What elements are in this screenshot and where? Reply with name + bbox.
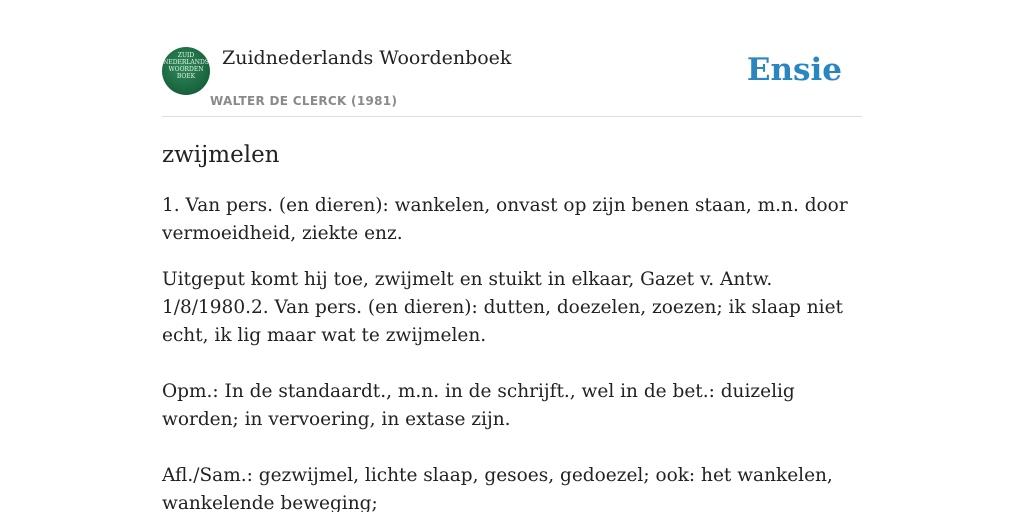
entry-title: zwijmelen <box>162 142 280 168</box>
book-title-link[interactable]: Zuidnederlands Woordenboek <box>222 47 512 69</box>
logo-text-line: WOORDEN <box>168 66 204 73</box>
logo-text-line: BOEK <box>176 73 196 80</box>
entry-paragraph: Afl./Sam.: gezwijmel, lichte slaap, gesoes, gedoezel; ook: het wankelen, wankelende beweging; <box>162 465 833 512</box>
logo-text-line: NEDERLANDS <box>163 59 209 66</box>
entry-paragraph: Opm.: In de standaardt., m.n. in de schrijft., wel in de bet.: duizelig worden; in vervoering, in extase zijn. <box>162 381 795 430</box>
entry-body <box>162 192 862 512</box>
book-author: WALTER DE CLERCK (1981) <box>210 94 398 108</box>
entry-paragraph: Uitgeput komt hij toe, zwijmelt en stuikt in elkaar, Gazet v. Antw. 1/8/1980.2. Van pers. (en dieren): dutten, doezelen, zoezen; ik slaap niet echt, ik lig maar wat te zwijmelen. <box>162 269 843 346</box>
book-cover-logo[interactable] <box>162 47 210 95</box>
ensie-logo-link[interactable]: Ensie <box>746 52 842 88</box>
entry-paragraph: 1. Van pers. (en dieren): wankelen, onvast op zijn benen staan, m.n. door vermoeidheid, ziekte enz. <box>162 195 848 244</box>
logo-text-line: ZUID <box>177 52 195 59</box>
header <box>162 44 862 117</box>
